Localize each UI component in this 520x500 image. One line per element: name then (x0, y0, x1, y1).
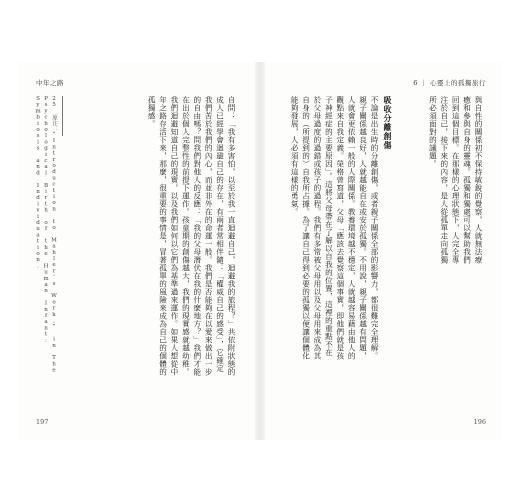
page-number: 196 (473, 418, 486, 426)
right-page (265, 62, 502, 440)
body-text: 自問：「我有多害怕，以至於我一直迴避自己，迴避我的旅程？」共依附狀態的成人已經學會迴避自己的存在，有兩者常相伴隨：「權威自己的感受」，它確定我們苦於我們的內心，而並非外在的命運一般。我們是否能夠在以愛來做出一步的自由嗎？問我們對他人的反應：「我的父母潛伏在我的什麼地方？」我們才能在出於個人完整性的前提下運作。孩童期的創傷越大，我們的現實感就越幼稚。我們迴避知道自己的現實，以及我們如何以它們為基準過來運作。如果人想從中年之路存活下來，那麼，很重要的事情是，冒著孤單的風險來成為自己的個體的孤獨感。 (147, 96, 236, 376)
book-gutter (255, 62, 265, 440)
left-page (18, 62, 255, 440)
section-heading: 吸收分離創傷 (383, 96, 393, 150)
running-head: 中年之路 (36, 79, 64, 87)
body-text-intro: 與自性的關係初不保持敏銳的覺察，人就無法療癒和參與自身的靈魂。孤獨和獨處可以幫助我們回到這個目標。在那樣的心理狀態下，人完全專注於自己，接下來的內容，是人從孤單走向孤獨所必須面對的議題。 (428, 96, 483, 264)
body-text: 不論是出生時的分離創傷，或者親子關係全部的影響力，都很難完全理解。親子關係越良好，人就越能自在或安於孤獨。不用說，親子關係越有問題，人就會更依賴一般的人際關係。教養環境越不穩定，人就越容易藉由他人的觀點來自我定義。榮格曾寫道，父母「應該去覺察這個事實，即他們就是孩子神經症的主要原因」。這將父母帶在了解以自我的位置，這裡的重點不在於父母過度的過錯或孩子的過程。我們有多常被父母用以及父母用來成為其自身的（所提到的）自我所占據。為了讓自己得到必要的孤獨以便讓個體化能夠發展，人必須有這樣的勇氣。 (290, 96, 379, 360)
running-head: 6 ｜ 心靈上的孤獨旅行 (413, 79, 486, 87)
footnote-rule (62, 96, 63, 136)
footnote: 25 原注：“Introduction to Mahler's Work,” in The Psychological Birth of the Human Infant: Symbiosis and Individuation. (35, 96, 57, 374)
book-spread (18, 62, 502, 440)
page-number: 197 (36, 418, 49, 426)
